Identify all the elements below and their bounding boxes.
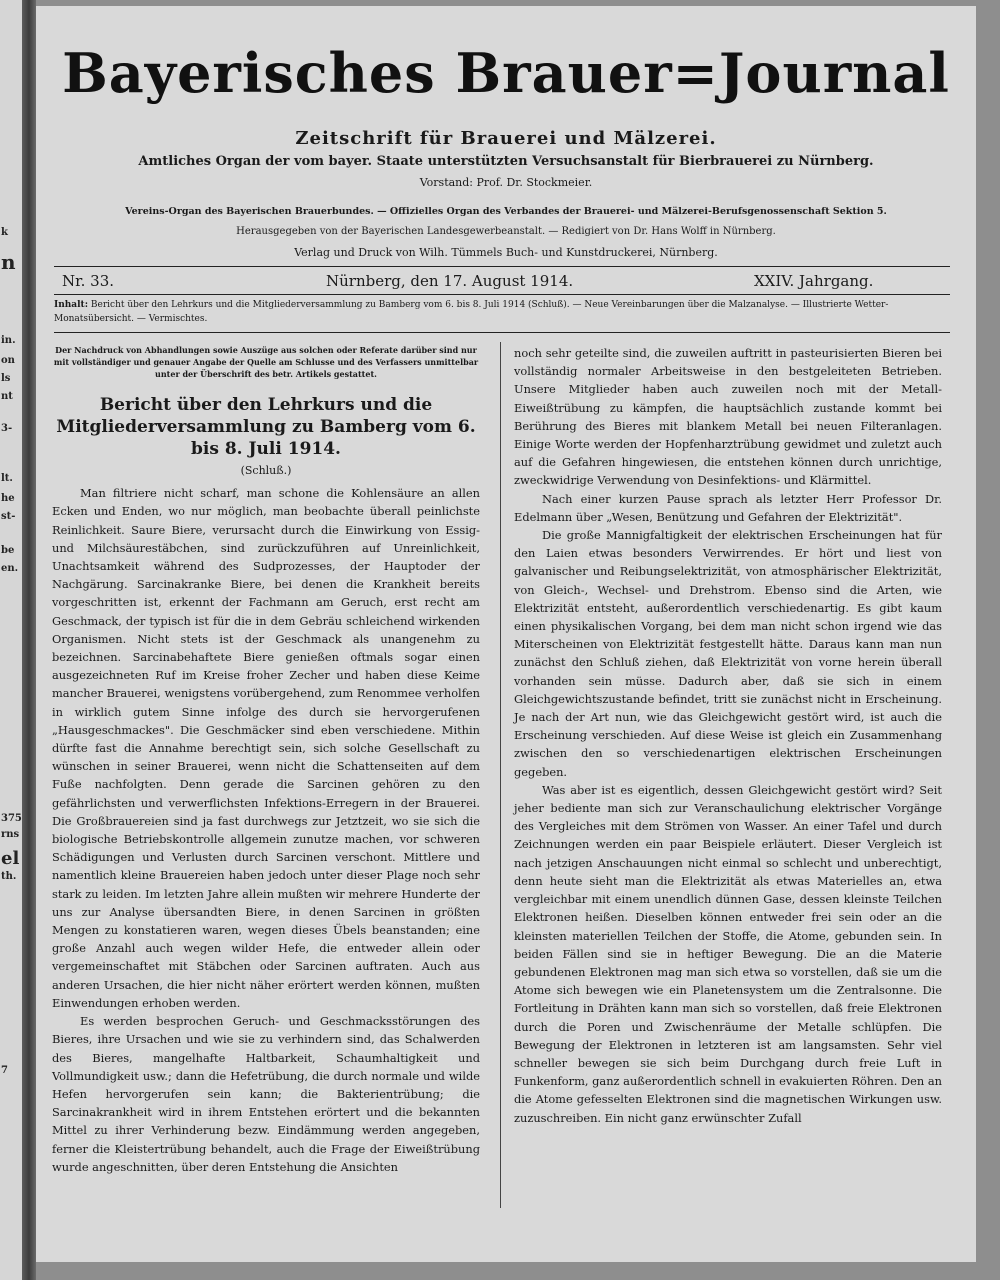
strip-fragment: th. <box>1 871 17 882</box>
column-left <box>52 344 480 1176</box>
masthead-board-line: Vorstand: Prof. Dr. Stockmeier. <box>419 176 593 189</box>
article-paragraph: Die große Mannigfaltigkeit der elektrischen Erscheinungen hat für den Laien etwas besonders Verwirrendes. Er hört und liest von galvanischer und Reibungselektrizität, von atmosphärischer Elektrizität, von Gleich-, Wechsel- und Drehstrom. Ebenso sind die Arten, wie Elektrizität entsteht, außerordentlich verschiedenartig. Es gibt kaum einen physikalischen Vorgang, bei dem man nicht schon irgend wie das Miterscheinen von Elektrizität festgestellt hätte. Daraus kann man nun zunächst den Schluß ziehen, daß Elektrizität von vorne herein überall vorhanden sein müsse. Dadurch aber, daß sie sich in einem Gleichgewichtszustande befindet, tritt sie zunächst nicht in Erscheinung. Je nach der Art nun, wie das Gleichgewicht gestört wird, ist auch die Erscheinung verschieden. Auf diese Weise ist gleich ein Zusammenhang zwischen den so verschiedenartigen elektrischen Erscheinungen gegeben. <box>514 528 942 779</box>
strip-fragment: 3- <box>1 423 13 434</box>
masthead-association-line: Vereins-Organ des Bayerischen Brauerbundes. — Offizielles Organ des Verbandes der Brauerei- und Mälzerei-Berufsgenossenschaft Sektion 5. <box>125 206 887 217</box>
strip-fragment: rns <box>1 829 20 840</box>
header-rule-bottom <box>54 294 950 295</box>
masthead-subtitle: Zeitschrift für Brauerei und Mälzerei. <box>295 128 717 149</box>
article-paragraph: Man filtriere nicht scharf, man schone die Kohlensäure an allen Ecken und Enden, wo nur möglich, man beobachte überall peinlichste Reinlichkeit. Saure Biere, verursacht durch die Einwirkung von Essig- und Milchsäurestäbchen, sind zurückzuführen auf Unreinlichkeit, Unachtsamkeit während des Sudprozesses, der Hauptoder der Nachgärung. Sarcinakranke Biere, bei denen die Krankheit bereits vorgeschritten ist, erkennt der Fachmann am Geruch, erst recht am Geschmack, der typisch ist für die in dem Gebräu schleichend wirkenden Organismen. Nicht stets ist der Geschmack als unangenehm zu bezeichnen. Sarcinabehaftete Biere genießen oftmals sogar einen ausgezeichneten Ruf im Kreise froher Zecher und haben diese Keime mancher Brauerei, wenigstens vorübergehend, zum Renommee verholfen in wirklich gutem Sinne infolge des durch sie hervorgerufenen „Hausgeschmackes". Die Geschmäcker sind eben verschiedene. Mithin dürfte fast die Annahme berechtigt sein, sich solche Gesellschaft zu wünschen in seiner Brauerei, wenn nicht die Schattenseiten auf dem Fuße nachfolgten. Denn gerade die Sarcinen gehören zu den gefährlichsten und verwerflichsten Infektions-Erregern in der Brauerei. Die Großbrauereien sind ja fast durchwegs zur Jetztzeit, wo sie sich die biologische Betriebskontrolle allgemein zunutze machen, vor schweren Schädigungen und Verlusten durch Sarcinen verschont. Mittlere und namentlich kleine Brauereien haben jedoch unter dieser Plage noch sehr stark zu leiden. Im letzten Jahre allein mußten wir mehrere Hunderte der uns zur Analyse übersandten Biere, in denen Sarcinen in größten Mengen zu konstatieren waren, wegen dieses Übels beanstanden; eine große Anzahl auch wegen wilder Hefe, die entweder allein oder vergemeinschaftet mit Stäbchen oder Sarcinen auftraten. Auch aus anderen Ursachen, die hier nicht näher erörtert werden können, mußten Einwendungen erhoben werden. <box>52 486 480 1010</box>
strip-fragment: he <box>1 493 15 504</box>
strip-fragment: 375 <box>1 813 22 824</box>
contents-label: Inhalt: <box>54 300 89 310</box>
adjacent-page-strip <box>0 0 22 1280</box>
strip-fragment: nt <box>1 391 13 402</box>
article-paragraph: noch sehr geteilte sind, die zuweilen auftritt in pasteurisierten Bieren bei vollständig normaler Arbeitsweise in den bestgeleiteten Betrieben. Unsere Mitglieder haben auch zuweilen noch mit der Metall-Eiweißtrübung zu kämpfen, die hauptsächlich zustande kommt bei Berührung des Bieres mit blankem Metall bei neuen Filteranlagen. Einige Worte werden der Hopfenharztrübung gewidmet und zuletzt auch auf die Gefahren hingewiesen, die entstehen können durch unrichtige, zweckwidrige Verwendung von Desinfektions- und Klärmittel. <box>514 346 942 488</box>
contents-text: Bericht über den Lehrkurs und die Mitgliederversammlung zu Bamberg vom 6. bis 8. Juli 1914 (Schluß). — Neue Vereinbarungen über die Malzanalyse. — Illustrierte Wetter-Monatsübersicht. — Vermischtes. <box>54 300 889 324</box>
issue-number: Nr. 33. <box>62 272 115 290</box>
article-paragraph: Nach einer kurzen Pause sprach als letzter Herr Professor Dr. Edelmann über „Wesen, Benützung und Gefahren der Elektrizität". <box>514 491 942 524</box>
contents-rule <box>54 332 950 333</box>
column-right <box>514 344 942 1127</box>
strip-fragment: 7 <box>1 1065 8 1076</box>
masthead-publisher-line: Herausgegeben von der Bayerischen Landesgewerbeanstalt. — Redigiert von Dr. Hans Wolff in Nürnberg. <box>236 226 776 237</box>
strip-fragment: in. <box>1 335 16 346</box>
strip-fragment: en. <box>1 563 19 574</box>
article-continued-label: (Schluß.) <box>240 464 292 477</box>
strip-fragment: lt. <box>1 473 13 484</box>
header-rule-top <box>54 266 950 267</box>
issue-place-date: Nürnberg, den 17. August 1914. <box>326 272 574 290</box>
masthead-printer-line: Verlag und Druck von Wilh. Tümmels Buch- und Kunstdruckerei, Nürnberg. <box>294 246 718 259</box>
reprint-notice: Der Nachdruck von Abhandlungen sowie Auszüge aus solchen oder Referate darüber sind nur mit vollständiger und genauer Angabe der Quelle am Schlusse und des Verfassers unmittelbar unter der Überschrift des betr. Artikels gestattet. <box>53 345 479 379</box>
column-divider <box>500 342 501 1208</box>
newspaper-page <box>36 6 976 1262</box>
article-title: Bericht über den Lehrkurs und die Mitgliederversammlung zu Bamberg vom 6. bis 8. Juli 1914. <box>56 395 476 459</box>
strip-fragment: n <box>1 250 16 274</box>
strip-fragment: k <box>1 227 8 238</box>
page-binding-edge <box>22 0 36 1280</box>
strip-fragment: st- <box>1 511 16 522</box>
masthead-title: Bayerisches Brauer=Journal <box>62 41 950 105</box>
strip-fragment: be <box>1 545 15 556</box>
issue-volume: XXIV. Jahrgang. <box>754 272 874 290</box>
masthead-organ-line: Amtliches Organ der vom bayer. Staate unterstützten Versuchsanstalt für Bierbrauerei zu Nürnberg. <box>138 154 874 169</box>
strip-fragment: el <box>1 848 20 869</box>
article-paragraph: Was aber ist es eigentlich, dessen Gleichgewicht gestört wird? Seit jeher bediente man sich zur Veranschaulichung elektrischer Vorgänge des Vergleiches mit dem Strömen von Wasser. An einer Tafel und durch Zeichnungen werden ein paar Beispiele erläutert. Dieser Vergleich ist nach jetzigen Anschauungen nicht einmal so schlecht und unberechtigt, denn heute sieht man die Elektrizität als etwas Materielles an, etwa vergleichbar mit einem unendlich dünnen Gase, dessen kleinste Teilchen Elektronen heißen. Dieselben können entweder frei sein oder an die kleinsten materiellen Teilchen der Stoffe, die Atome, gebunden sein. In beiden Fällen sind sie in heftiger Bewegung. Die an die Materie gebundenen Elektronen mag man sich etwa so vorstellen, daß sie um die Atome sich bewegen wie ein Planetensystem um die Zentralsonne. Die Fortleitung in Drähten kann man sich so vorstellen, daß freie Elektronen durch die Poren und Zwischenräume der Metalle schlüpfen. Die Bewegung der Elektronen in letzteren ist am langsamsten. Sehr viel schneller bewegen sie sich beim Durchgang durch freie Luft in Funkenform, ganz außerordentlich schnell in evakuierten Röhren. Den an die Atome gefesselten Elektronen sind die magnetischen Wirkungen usw. zuzuschreiben. Ein nicht ganz erwünschter Zufall <box>514 782 942 1125</box>
article-paragraph: Es werden besprochen Geruch- und Geschmacksstörungen des Bieres, ihre Ursachen und wie sie zu verhindern sind, das Schalwerden des Bieres, mangelhafte Haltbarkeit, Schaumhaltigkeit und Vollmundigkeit usw.; dann die Hefetrübung, die durch normale und wilde Hefen hervorgerufen sein kann; die Bakterientrübung; die Sarcinakrankheit wird in ihrem Entstehen erörtert und die bekannten Mittel zu ihrer Verhinderung bezw. Eindämmung werden angegeben, ferner die Kleistertrübung behandelt, auch die Frage der Eiweißtrübung wurde angeschnitten, über deren Entstehung die Ansichten <box>52 1014 480 1174</box>
strip-fragment: on <box>1 355 15 366</box>
table-of-contents <box>54 298 950 326</box>
strip-fragment: ls <box>1 373 11 384</box>
